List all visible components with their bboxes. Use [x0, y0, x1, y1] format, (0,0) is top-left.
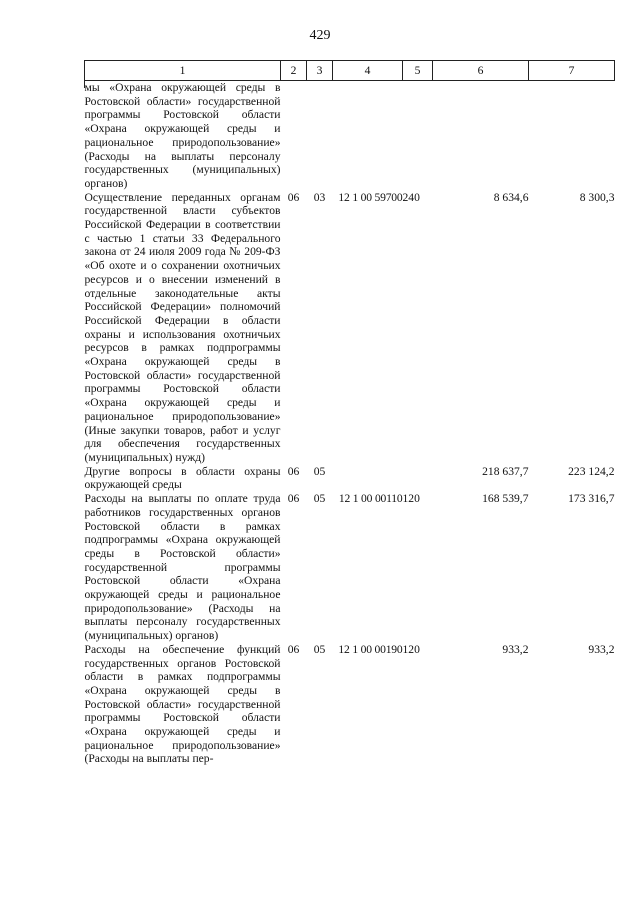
column-header-5: 5	[403, 61, 433, 81]
row-amount-col6: 218 637,7	[482, 464, 529, 478]
row-amount-col7: 8 300,3	[579, 190, 615, 204]
table-header-row	[85, 61, 615, 81]
row-description: Расходы на обеспечение функций государственных органов Ростовской области в рамках подпрограммы «Охрана окружающей среды в Ростовской области» государственной программы Ростовской области «Охрана окружающей среды и рациональное природопользование» (Расходы на выплаты пер-	[84, 642, 281, 766]
row-amount-col7: 223 124,2	[568, 464, 615, 478]
page-number: 429	[309, 28, 331, 43]
row-amount-col7	[529, 81, 615, 191]
row-description: Осуществление переданных органам государственной власти субъектов Российской Федерации в соответствии с частью 1 статьи 33 Федерального закона от 24 июля 2009 года № 209-ФЗ «Об охоте и о сохранении охотничьих ресурсов и о внесении изменений в отдельные законодательные акты Российской Федерации» полномочий Российской Федерации в области охраны и использования охотничьих ресурсов в рамках подпрограммы «Охрана окружающей среды в Ростовской области» государственной программы Ростовской области «Охрана окружающей среды и рациональное природопользование» (Иные закупки товаров, работ и услуг для обеспечения государственных (муниципальных) нужд)	[84, 190, 281, 464]
column-header-6: 6	[433, 61, 529, 81]
row-amount-col6: 8 634,6	[493, 190, 529, 204]
row-description: мы «Охрана окружающей среды в Ростовской области» государственной программы Ростовской области «Охрана окружающей среды и рациональное природопользование» (Расходы на выплаты персоналу государственных (муниципальных) органов)	[84, 81, 281, 190]
row-amount-col7: 173 316,7	[568, 492, 615, 506]
row-amount-col7: 933,2	[588, 642, 615, 656]
table-row	[85, 643, 615, 766]
row-target-article: 12 1 00 00190	[338, 642, 403, 656]
row-target-article	[333, 465, 403, 492]
table-row	[85, 492, 615, 643]
row-amount-col6: 168 539,7	[482, 492, 529, 506]
row-target-article: 12 1 00 59700	[338, 190, 403, 204]
row-subsection-code: 05	[313, 464, 326, 478]
row-section-code: 06	[287, 464, 300, 478]
column-header-4: 4	[333, 61, 403, 81]
row-section-code: 06	[287, 642, 300, 656]
table-row	[85, 465, 615, 492]
row-expense-type: 120	[402, 642, 420, 656]
budget-table	[84, 60, 615, 766]
column-header-2: 2	[281, 61, 307, 81]
row-target-article: 12 1 00 00110	[338, 492, 403, 506]
row-subsection-code	[307, 81, 333, 191]
row-subsection-code: 05	[313, 492, 326, 506]
row-subsection-code: 05	[313, 642, 326, 656]
row-expense-type: 240	[402, 190, 420, 204]
row-section-code: 06	[287, 190, 300, 204]
row-subsection-code: 03	[313, 190, 326, 204]
table-row	[85, 81, 615, 191]
row-description: Другие вопросы в области охраны окружающей среды	[84, 464, 281, 492]
row-target-article	[333, 81, 403, 191]
row-section-code	[281, 81, 307, 191]
row-description: Расходы на выплаты по оплате труда работников государственных органов Ростовской области в рамках подпрограммы «Охрана окружающей среды в Ростовской области» государственной программы Ростовской области «Охрана окружающей среды и рациональное природопользование» (Расходы на выплаты персоналу государственных (муниципальных) органов)	[84, 492, 281, 643]
row-expense-type	[403, 81, 433, 191]
row-expense-type	[403, 465, 433, 492]
column-header-3: 3	[307, 61, 333, 81]
row-section-code: 06	[287, 492, 300, 506]
row-amount-col6: 933,2	[502, 642, 529, 656]
column-header-7: 7	[529, 61, 615, 81]
row-expense-type: 120	[402, 492, 420, 506]
row-amount-col6	[433, 81, 529, 191]
column-header-1: 1	[85, 61, 281, 81]
table-row	[85, 191, 615, 465]
